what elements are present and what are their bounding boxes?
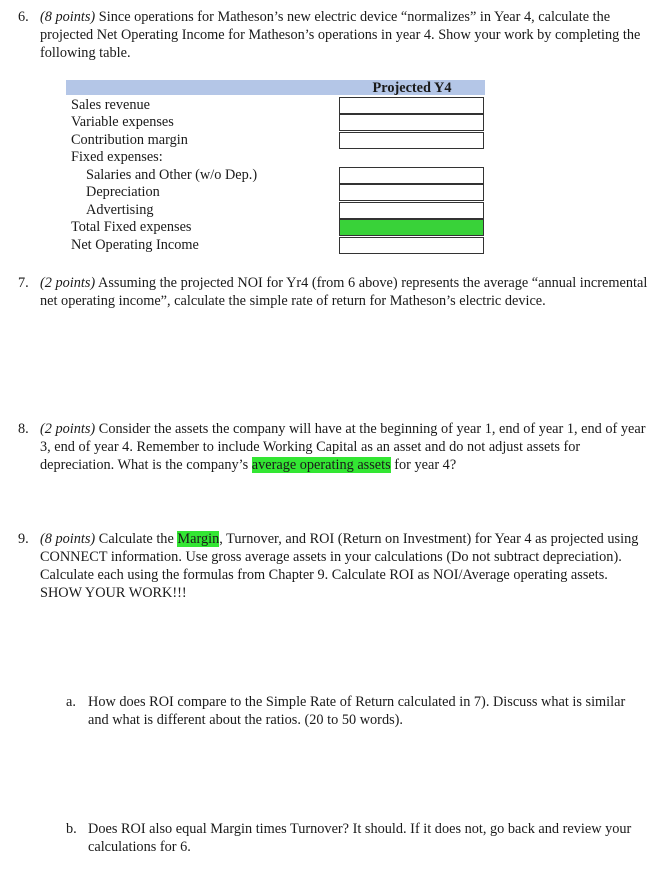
question-7: [18, 274, 648, 310]
question-9b-letter: b.: [66, 821, 77, 837]
row-label-sales-revenue: Sales revenue: [71, 97, 150, 113]
cell-contribution-margin[interactable]: [339, 132, 484, 149]
question-6-number: 6.: [18, 9, 29, 25]
row-label-total-fixed-expenses: Total Fixed expenses: [71, 219, 192, 235]
question-9a-letter: a.: [66, 694, 76, 710]
question-9-text-after: , Turnover, and ROI (Return on Investment) for Year 4 as projected using CONNECT information. Use gross average assets in your calculations (Do not subtract depreciation). Calculate each using the formulas from Chapter 9. Calculate ROI as NOI/Average operating assets. SHOW YOUR WORK!!!: [40, 531, 639, 601]
question-8: [18, 420, 648, 474]
question-8-text: Consider the assets the company will have at the beginning of year 1, end of year 1, end of year 3, end of year 4. Remember to include Working Capital as an asset and do not adjust assets for depreciation. What is the company’s: [40, 421, 646, 473]
question-7-text: Assuming the projected NOI for Yr4 (from 6 above) represents the average “annual incremental net operating income”, calculate the simple rate of return for Matheson’s electric device.: [40, 275, 648, 309]
cell-total-fixed-expenses[interactable]: [339, 219, 484, 236]
cell-depreciation[interactable]: [339, 184, 484, 201]
row-label-depreciation: Depreciation: [86, 184, 160, 200]
question-8-highlight: average operating assets: [251, 457, 391, 473]
row-label-variable-expenses: Variable expenses: [71, 114, 174, 130]
question-7-points: (2 points): [40, 275, 96, 291]
row-label-salaries-and-other: Salaries and Other (w/o Dep.): [86, 167, 258, 183]
question-8-text-after: for year 4?: [390, 457, 457, 473]
cell-advertising[interactable]: [339, 202, 484, 219]
row-label-advertising: Advertising: [86, 202, 154, 218]
question-9-highlight: Margin: [177, 531, 220, 547]
question-7-number: 7.: [18, 275, 29, 291]
question-6-points: (8 points): [40, 9, 96, 25]
question-9: [18, 530, 648, 602]
cell-net-operating-income[interactable]: [339, 237, 484, 254]
row-label-contribution-margin: Contribution margin: [71, 132, 188, 148]
question-8-points: (2 points): [40, 421, 96, 437]
row-label-fixed-expenses: Fixed expenses:: [71, 149, 163, 165]
question-9-number: 9.: [18, 531, 29, 547]
question-9-points: (8 points): [40, 531, 96, 547]
cell-variable-expenses[interactable]: [339, 114, 484, 131]
question-9a-text: How does ROI compare to the Simple Rate of Return calculated in 7). Discuss what is similar and what is different about the ratios. (20 to 50 words).: [88, 694, 626, 728]
question-8-number: 8.: [18, 421, 29, 437]
cell-salaries-and-other[interactable]: [339, 167, 484, 184]
row-label-net-operating-income: Net Operating Income: [71, 237, 199, 253]
question-6: [18, 8, 648, 62]
question-9-text: Calculate the: [98, 531, 178, 547]
table-header-projected-y4: Projected Y4: [372, 80, 452, 96]
question-9a: [66, 693, 636, 729]
question-9b: [66, 820, 636, 856]
question-6-text: Since operations for Matheson’s new electric device “normalizes” in Year 4, calculate the projected Net Operating Income for Matheson’s operations in year 4. Show your work by completing the following table.: [40, 9, 641, 61]
cell-sales-revenue[interactable]: [339, 97, 484, 114]
question-9b-text: Does ROI also equal Margin times Turnover? It should. If it does not, go back and review your calculations for 6.: [88, 821, 632, 855]
